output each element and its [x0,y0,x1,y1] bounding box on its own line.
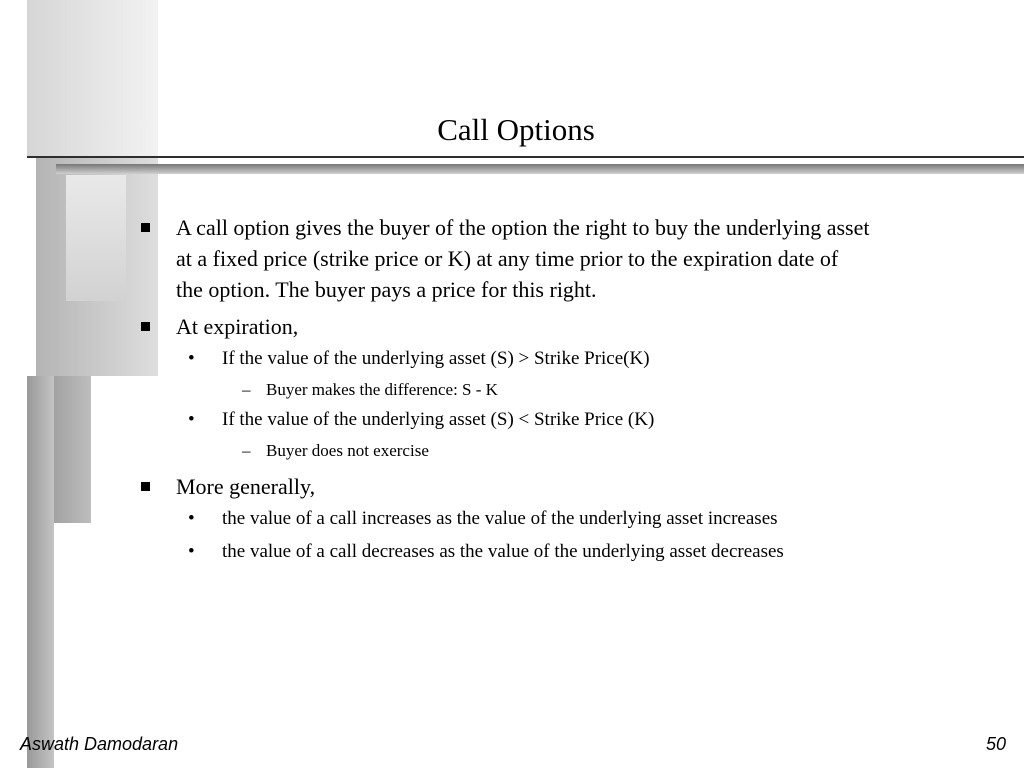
dot-bullet-icon: • [188,409,195,430]
decorative-bar-medium [50,376,91,523]
dash-bullet-icon: – [242,441,251,460]
dash-bullet-icon: – [242,380,251,399]
bullet-text: More generally, [176,474,316,499]
title-divider-line [27,156,1024,158]
page-number: 50 [985,734,1006,754]
footer-author: Aswath Damodaran [20,734,179,754]
dot-bullet-icon: • [188,348,195,369]
square-bullet-icon [141,322,150,331]
bullet-line: A call option gives the buyer of the option the right to buy the underlying asset [176,215,870,240]
bullet-line: the option. The buyer pays a price for this right. [176,277,597,302]
square-bullet-icon [141,223,150,232]
sub-bullet-text: the value of a call increases as the value of the underlying asset increases [222,508,778,529]
bullet-text: At expiration, [176,314,299,339]
square-bullet-icon [141,482,150,491]
slide-title: Call Options [437,112,595,147]
sub-sub-bullet-text: Buyer does not exercise [266,441,429,460]
dot-bullet-icon: • [188,508,195,529]
sub-sub-bullet-text: Buyer makes the difference: S - K [266,380,498,399]
decorative-bar-inner [66,175,126,301]
sub-bullet-text: If the value of the underlying asset (S) > Strike Price(K) [222,348,650,369]
bullet-line: at a fixed price (strike price or K) at any time prior to the expiration date of [176,246,839,271]
dot-bullet-icon: • [188,541,195,562]
title-shadow-bar [56,164,1024,174]
decorative-bar-long [27,376,54,768]
sub-bullet-text: If the value of the underlying asset (S) < Strike Price (K) [222,409,655,430]
sub-bullet-text: the value of a call decreases as the value of the underlying asset decreases [222,541,784,562]
